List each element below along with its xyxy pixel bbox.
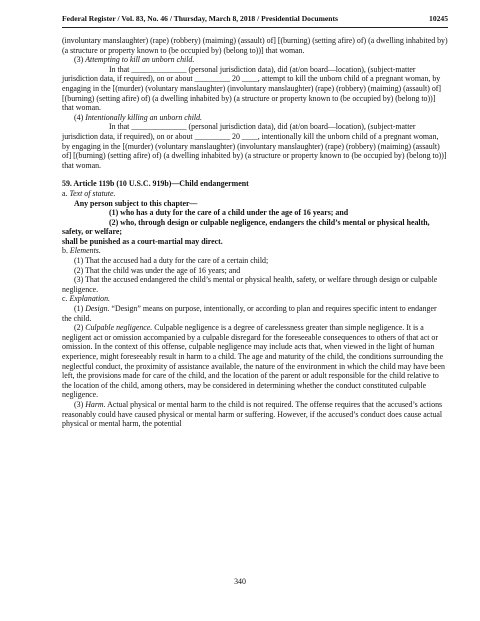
subsection-3-text: In that ______________ (personal jurisdiction data), did (at/on board—location), (subject-matter jurisdiction data, if required), on or about _________ 20 ____, attempt to kill the unborn child of a pregnant woman, by engaging in the [(murder) (voluntary manslaughter) (involuntary manslaughter) (rape) (robbery) (maiming) (assault) of] [(burning) (setting afire) of) (a dwelling inhabited by) (a structure or property known to (be occupied by) (belong to))] that woman.: [62, 64, 442, 113]
subsection-title: Intentionally killing an unborn child.: [85, 112, 202, 122]
explanation-title: Culpable negligence.: [85, 323, 153, 333]
statute-intro: Any person subject to this chapter—: [74, 198, 198, 208]
section-label: b.: [62, 246, 68, 256]
header-rule: [62, 27, 448, 28]
statute-clause-1: (1) who has a duty for the care of a child under the age of 16 years; and: [109, 208, 349, 218]
explanation-text: “Design” means on purpose, intentionally, or according to plan and requires specific intent to endanger the child.: [62, 304, 437, 323]
article-heading: 59. Article 119b (10 U.S.C. 919b)—Child endangerment: [62, 179, 249, 189]
explanation-1: [62, 304, 448, 323]
subsection-number: (3): [74, 55, 84, 65]
subsection-title: Attempting to kill an unborn child.: [85, 55, 195, 65]
element-3: (3) That the accused endangered the child’s mental or physical health, safety, or welfare through design or culpable negligence.: [62, 275, 438, 294]
footer-page-number: 340: [234, 577, 246, 586]
subsection-4-heading: [62, 113, 448, 123]
statute-penalty: shall be punished as a court-martial may direct.: [62, 236, 223, 246]
explanation-text: Actual physical or mental harm to the child is not required. The offense requires that the accused’s actions reasonably could have caused physical or mental harm or suffering. However, if the accused’s conduct does cause actual physical or mental harm, the potential: [62, 399, 443, 429]
explanation-title: Harm.: [85, 399, 106, 409]
section-c-heading: [62, 294, 448, 304]
explanation-2: [62, 323, 448, 400]
subsection-3-heading: [62, 55, 448, 65]
explanation-number: (2): [74, 323, 84, 333]
explanation-title: Design.: [85, 304, 110, 314]
spacer: [62, 170, 448, 179]
section-label: c.: [62, 294, 68, 304]
document-body: [62, 36, 448, 429]
header-page-number: 10245: [429, 14, 448, 23]
section-title: Text of statute.: [69, 188, 116, 198]
explanation-number: (3): [74, 399, 84, 409]
explanation-text: Culpable negligence is a degree of carelessness greater than simple negligence. It is a negligent act or omission accompanied by a culpable disregard for the foreseeable consequences to others of that act or omission. In the context of this offense, culpable negligence may include acts that, when viewed in the light of human experience, might foreseeably result in harm to a child. The age and maturity of the child, the conditions surrounding the neglectful conduct, the proximity of assistance available, the nature of the environment in which the child may have been left, the provisions made for care of the child, and the location of the parent or adult responsible for the child relative to the location of the child, among others, may be considered in determining whether the conduct constituted culpable negligence.: [62, 323, 446, 400]
page-header: [62, 15, 448, 23]
explanation-3: [62, 400, 448, 429]
element-2: (2) That the child was under the age of 16 years; and: [74, 265, 241, 275]
section-a-heading: [62, 189, 448, 199]
continued-paragraph: (involuntary manslaughter) (rape) (robbery) (maiming) (assault) of] [(burning) (setting afire) of) (a dwelling inhabited by) (a structure or property known to (be occupied by) (belong to))] that woman.: [62, 36, 448, 55]
subsection-4-text: In that ______________ (personal jurisdiction data), did (at/on board—location), (subject-matter jurisdiction data, if required), on or about _________ 20 ____, intentionally kill the unborn child of a pregnant woman, by engaging in the [(murder) (voluntary manslaughter) (involuntary manslaughter) (rape) (robbery) (maiming) (assault) of] [(burning) (setting afire) of) (a dwelling inhabited by) (a structure or property known to (be occupied by) (belong to))] that woman.: [62, 122, 447, 170]
subsection-number: (4): [74, 112, 84, 122]
section-b-heading: [62, 246, 448, 256]
section-label: a.: [62, 188, 68, 198]
section-title: Elements.: [69, 246, 101, 256]
section-title: Explanation.: [69, 294, 111, 304]
statute-clause-2: (2) who, through design or culpable negligence, endangers the child’s mental or physical health, safety, or welfare;: [62, 217, 430, 237]
element-1: (1) That the accused had a duty for the care of a certain child;: [74, 256, 269, 266]
explanation-number: (1): [74, 304, 84, 314]
running-head: Federal Register / Vol. 83, No. 46 / Thursday, March 8, 2018 / Presidential Documents: [62, 14, 338, 23]
page-footer: [0, 577, 480, 586]
